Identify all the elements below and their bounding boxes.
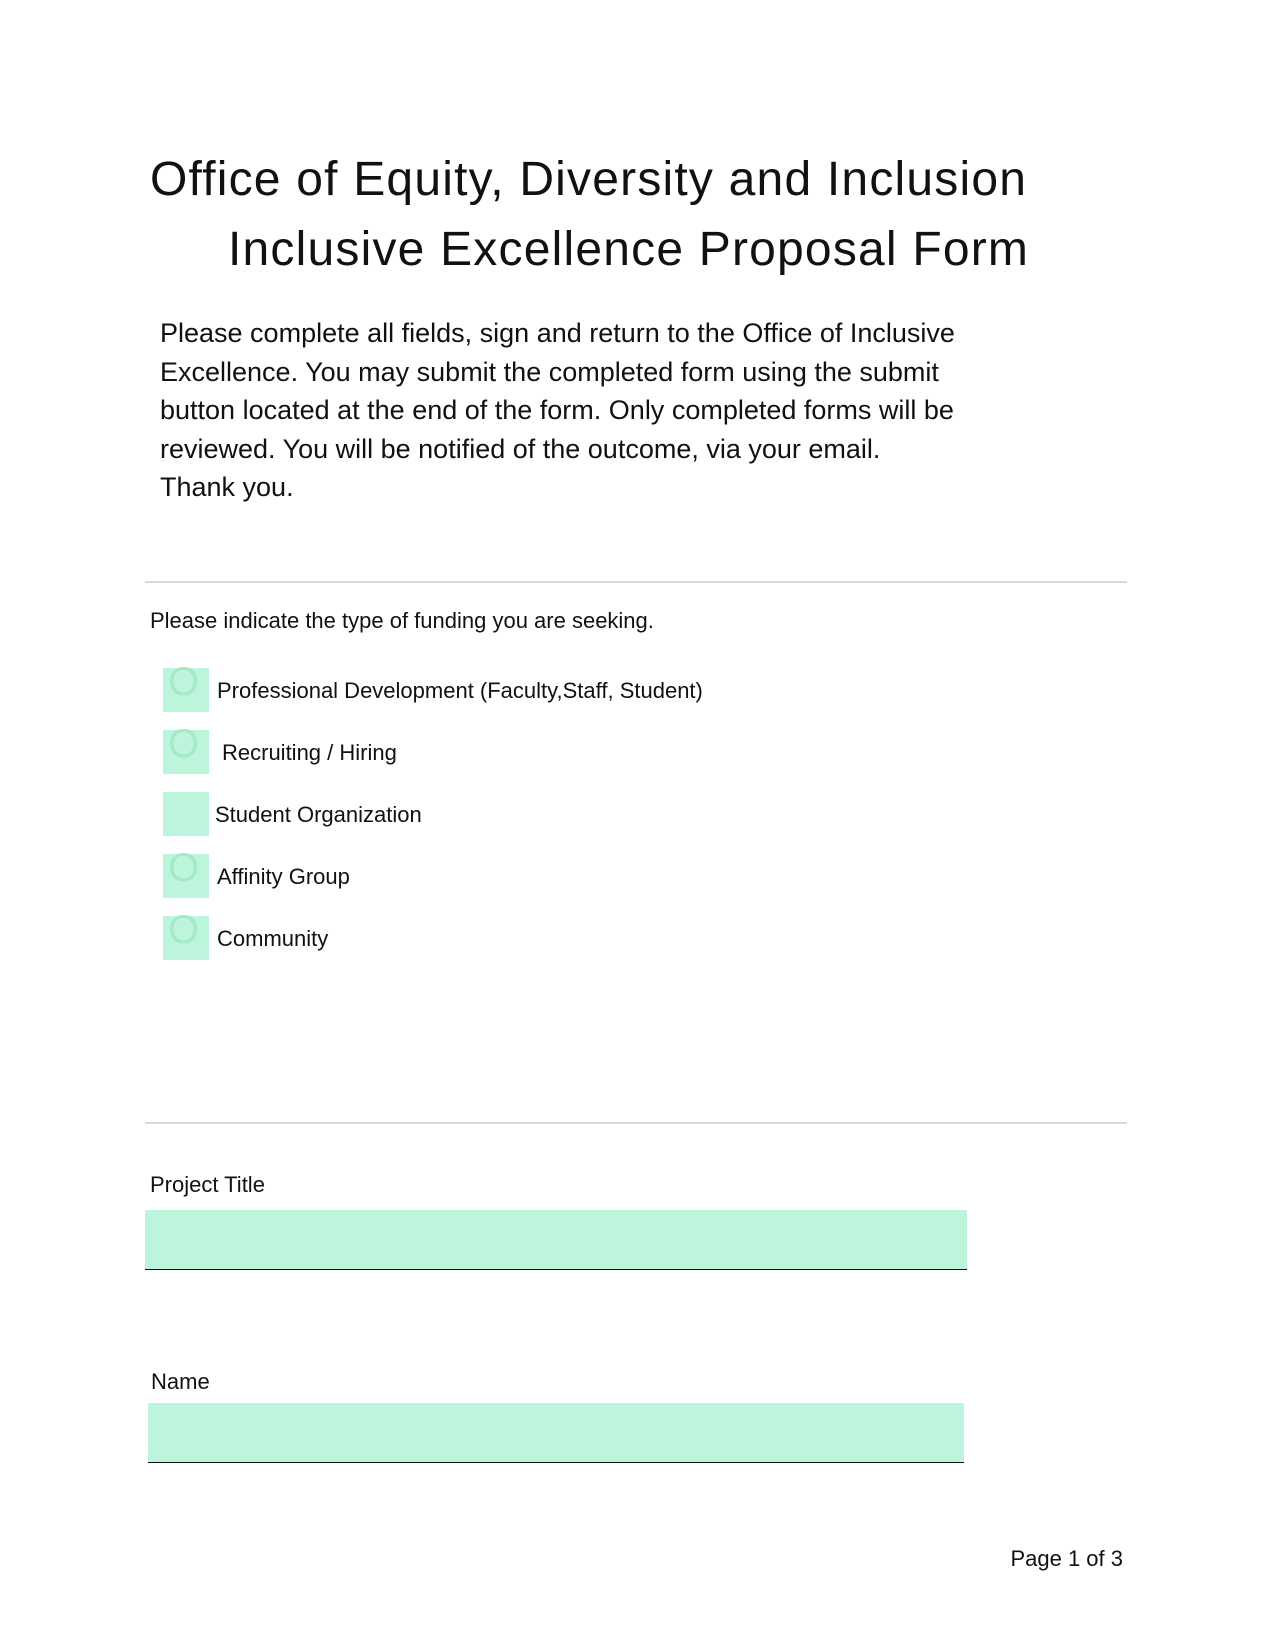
option-label: Community: [217, 926, 329, 951]
project-title-field[interactable]: [145, 1210, 967, 1270]
radio-button[interactable]: [163, 722, 209, 774]
name-label: Name: [151, 1369, 210, 1394]
intro-line: reviewed. You will be notified of the outcome, via your email.: [160, 433, 881, 464]
page-number: Page 1 of 3: [1010, 1546, 1123, 1571]
radio-circle-icon: O: [168, 908, 200, 952]
radio-button[interactable]: [163, 660, 209, 712]
section-divider: [145, 1122, 1127, 1124]
radio-button[interactable]: [163, 792, 209, 836]
project-title-label: Project Title: [150, 1172, 265, 1197]
intro-paragraph: [160, 314, 1060, 507]
page-title: Office of Equity, Diversity and Inclusion: [150, 153, 1028, 206]
option-label: Student Organization: [215, 802, 422, 827]
radio-button[interactable]: [163, 908, 209, 960]
option-label: Affinity Group: [217, 864, 350, 889]
intro-line: Please complete all fields, sign and return to the Office of Inclusive: [160, 318, 955, 348]
form-title: Inclusive Excellence Proposal Form: [228, 223, 1030, 276]
funding-question: Please indicate the type of funding you are seeking.: [150, 608, 654, 633]
option-label: Professional Development (Faculty,Staff, Student): [217, 678, 703, 703]
intro-line: Thank you.: [160, 472, 294, 502]
name-field[interactable]: [148, 1403, 964, 1463]
radio-circle-icon: O: [168, 722, 200, 766]
section-divider: [145, 581, 1127, 583]
radio-button[interactable]: [163, 846, 209, 898]
intro-line: Excellence. You may submit the completed form using the submit: [160, 356, 939, 387]
option-label: Recruiting / Hiring: [222, 740, 397, 765]
intro-line: button located at the end of the form. Only completed forms will be: [160, 395, 954, 425]
radio-circle-icon: O: [168, 846, 200, 890]
radio-circle-icon: O: [168, 660, 200, 704]
